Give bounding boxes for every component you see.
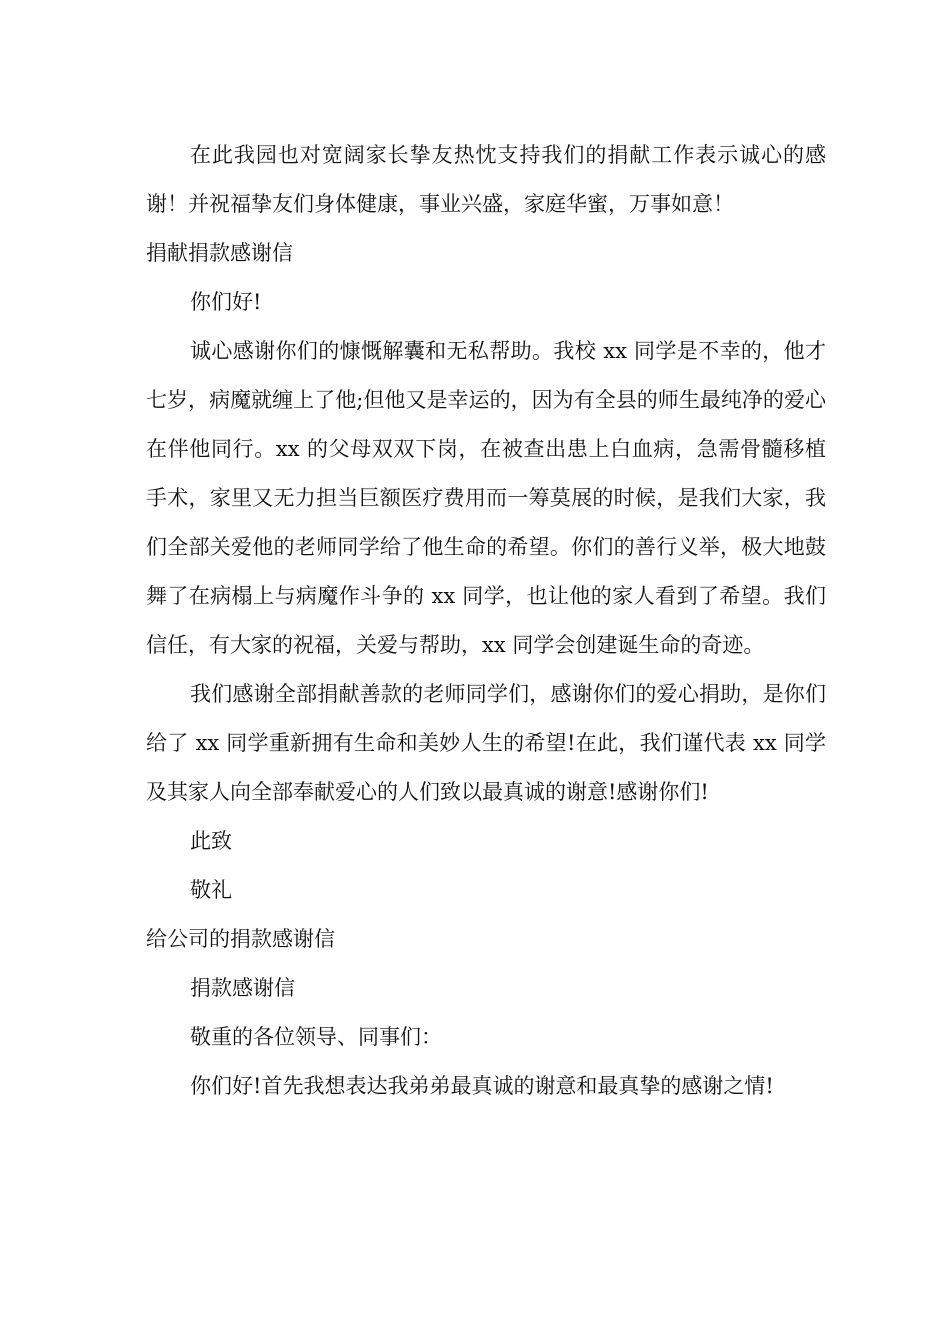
document-body (146, 131, 826, 1111)
salutation-line: 敬重的各位领导、同事们： (190, 1025, 442, 1049)
heading-company-letter: 给公司的捐款感谢信 (146, 927, 335, 951)
heading-donation-letter: 捐献捐款感谢信 (146, 241, 293, 265)
body-paragraph-2: 我们感谢全部捐献善款的老师同学们，感谢你们的爱心捐助，是你们给了 xx 同学重新拥有生命和美妙人生的希望!在此，我们谨代表 xx 同学及其家人向全部奉献爱心的人们致以最真诚的谢意!感谢你们! (146, 682, 826, 804)
body-paragraph-1: 诚心感谢你们的慷慨解囊和无私帮助。我校 xx 同学是不幸的，他才七岁，病魔就缠上了他;但他又是幸运的，因为有全县的师生最纯净的爱心在伴他同行。xx 的父母双双下岗，在被查出患上白血病，急需骨髓移植手术，家里又无力担当巨额医疗费用而一筹莫展的时候，是我们大家，我们全部关爱他的老师同学给了他生命的希望。你们的善行义举，极大地鼓舞了在病榻上与病魔作斗争的 xx 同学，也让他的家人看到了希望。我们信任，有大家的祝福，关爱与帮助，xx 同学会创建诞生命的奇迹。 (146, 339, 826, 657)
greeting-paragraph: 你们好! (190, 290, 262, 314)
greeting-paragraph-2: 你们好!首先我想表达我弟弟最真诚的谢意和最真挚的感谢之情! (190, 1074, 774, 1098)
paragraph-thanks-parents: 在此我园也对宽阔家长挚友热忱支持我们的捐献工作表示诚心的感谢！并祝福挚友们身体健康，事业兴盛，家庭华蜜，万事如意！ (146, 143, 826, 216)
closing-line-1: 此致 (190, 829, 232, 853)
closing-line-2: 敬礼 (190, 878, 232, 902)
subheading-letter: 捐款感谢信 (190, 976, 295, 1000)
